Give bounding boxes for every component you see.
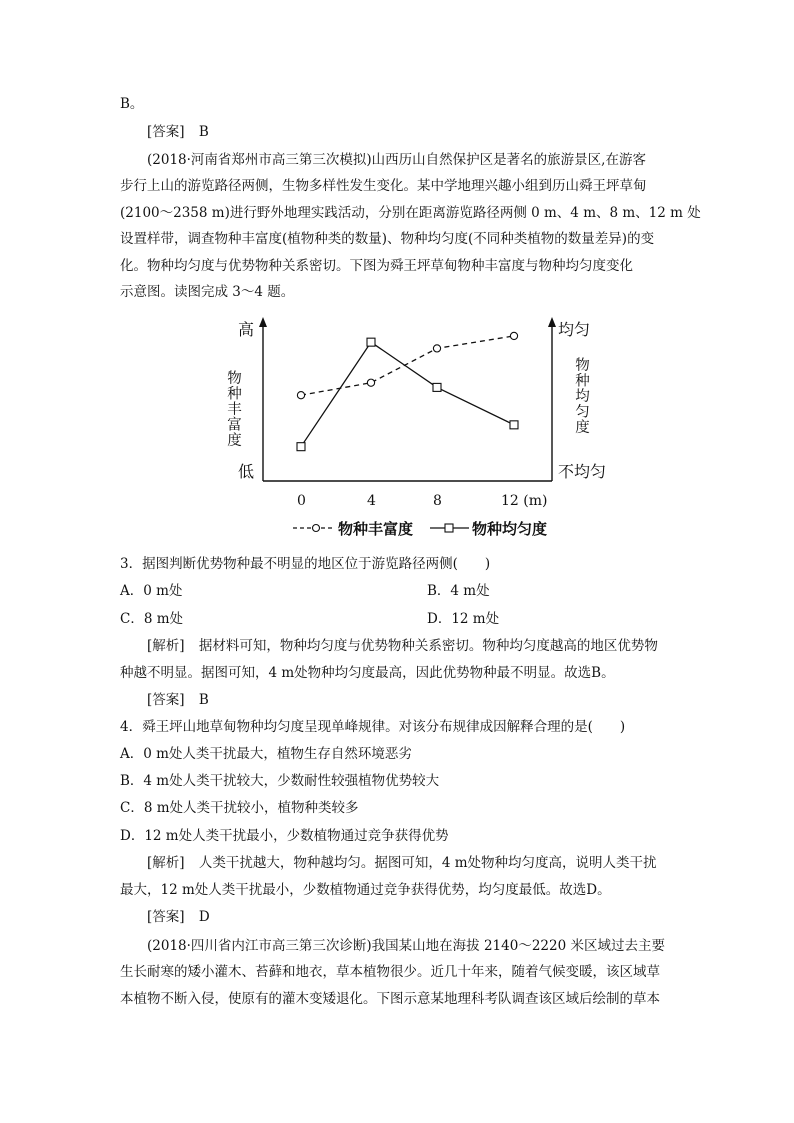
richness-point-4 (367, 379, 374, 386)
evenness-point-0 (297, 443, 305, 451)
legend-evenness-marker (445, 524, 453, 532)
right-axis-top: 均匀 (558, 320, 591, 339)
series-line-evenness (301, 342, 514, 447)
series-line-richness (301, 336, 514, 395)
answer-row-0 (147, 122, 707, 142)
evenness-point-12 (510, 421, 518, 429)
q3-answer-row (147, 690, 707, 710)
q4-answer-label: [答案] (147, 909, 185, 925)
legend-richness-marker (313, 525, 320, 532)
q3-analysis-row (147, 636, 707, 656)
richness-point-12 (510, 332, 517, 339)
left-axis-bottom: 低 (238, 462, 255, 481)
q4-option-c: C．8 m处人类干扰较小，植物种类较多 (120, 800, 359, 816)
q3-answer-label: [答案] (147, 692, 185, 708)
left-axis-label: 物种丰富度 (225, 370, 241, 448)
q3-analysis-text: 据材料可知，物种均匀度与优势物种关系密切。物种均匀度越高的地区优势物 (198, 638, 658, 654)
q4-option-d: D．12 m处人类干扰最小，少数植物通过竞争获得优势 (120, 828, 449, 844)
passage-line: 步行上山的游览路径两侧，生物多样性发生变化。某中学地理兴趣小组到历山舜王坪草甸 (120, 178, 647, 194)
left-axis-arrow (259, 317, 267, 327)
right-axis-label: 物种均匀度 (573, 357, 589, 435)
passage-line: 设置样带，调查物种丰富度(植物种类的数量)、物种均匀度(不同种类植物的数量差异)的变 (120, 231, 655, 247)
q3-analysis-line2: 种越不明显。据图可知，4 m处物种均匀度最高，因此优势物种最不明显。故选B。 (120, 665, 615, 681)
q3-answer-value: B (198, 692, 209, 708)
evenness-point-8 (433, 383, 441, 391)
passage2-line: 本植物不断入侵，使原有的灌木变矮退化。下图示意某地理科考队调查该区域后绘制的草本 (120, 991, 660, 1007)
x-tick-label: 0 (297, 493, 306, 509)
passage-line: (2100～2358 m)进行野外地理实践活动，分别在距离游览路径两侧 0 m、4 m、8 m、12 m 处 (120, 205, 701, 221)
q3-option-b: B．4 m处 (427, 583, 490, 599)
evenness-point-4 (367, 338, 375, 346)
q4-answer-value: D (198, 909, 210, 925)
passage-line: (2018·河南省郑州市高三第三次模拟)山西历山自然保护区是著名的旅游景区,在游客 (147, 152, 646, 168)
passage2-line: (2018·四川省内江市高三第三次诊断)我国某山地在海拔 2140～2220 米区域过去主要 (147, 938, 665, 954)
x-tick-label: 12 (m) (501, 493, 548, 509)
left-axis-top: 高 (238, 320, 255, 339)
q4-option-b: B．4 m处人类干扰较大，少数耐性较强植物优势较大 (120, 773, 440, 789)
right-axis-bottom: 不均匀 (558, 462, 607, 481)
q3-option-a: A．0 m处 (120, 583, 183, 599)
x-tick-label: 8 (433, 493, 442, 509)
q4-option-a: A．0 m处人类干扰最大，植物生存自然环境恶劣 (120, 746, 412, 762)
right-axis-arrow (548, 317, 556, 327)
q4-analysis-text: 人类干扰越大，物种越均匀。据图可知，4 m处物种均匀度高，说明人类干扰 (198, 855, 657, 871)
passage2-line: 生长耐寒的矮小灌木、苔藓和地衣，草本植物很少。近几十年来，随着气候变暖，该区域草 (120, 964, 660, 980)
q3-option-d: D．12 m处 (427, 611, 500, 627)
q3-stem: 3．据图判断优势物种最不明显的地区位于游览路径两侧( ) (120, 556, 491, 572)
q4-stem: 4．舜王坪山地草甸物种均匀度呈现单峰规律。对该分布规律成因解释合理的是( ) (120, 719, 626, 735)
q4-analysis-row (147, 853, 707, 873)
intro-text: B。 (120, 96, 144, 112)
q3-analysis-label: [解析] (147, 638, 185, 654)
legend-richness-label: 物种丰富度 (338, 520, 414, 538)
answer-label: [答案] (147, 124, 185, 140)
richness-point-8 (433, 345, 440, 352)
q4-answer-row (147, 907, 707, 927)
richness-point-0 (297, 392, 304, 399)
x-tick-label: 4 (367, 493, 376, 509)
answer-value: B (198, 124, 209, 140)
q3-option-c: C．8 m处 (120, 611, 184, 627)
q4-analysis-line2: 最大，12 m处人类干扰最小，少数植物通过竞争获得优势，均匀度最低。故选D。 (120, 882, 611, 898)
passage-line: 示意图。读图完成 3～4 题。 (120, 284, 295, 300)
legend-evenness-label: 物种均匀度 (472, 520, 548, 538)
passage-line: 化。物种均匀度与优势物种关系密切。下图为舜王坪草甸物种丰富度与物种均匀度变化 (120, 258, 633, 274)
q4-analysis-label: [解析] (147, 855, 185, 871)
species-chart (225, 315, 625, 545)
